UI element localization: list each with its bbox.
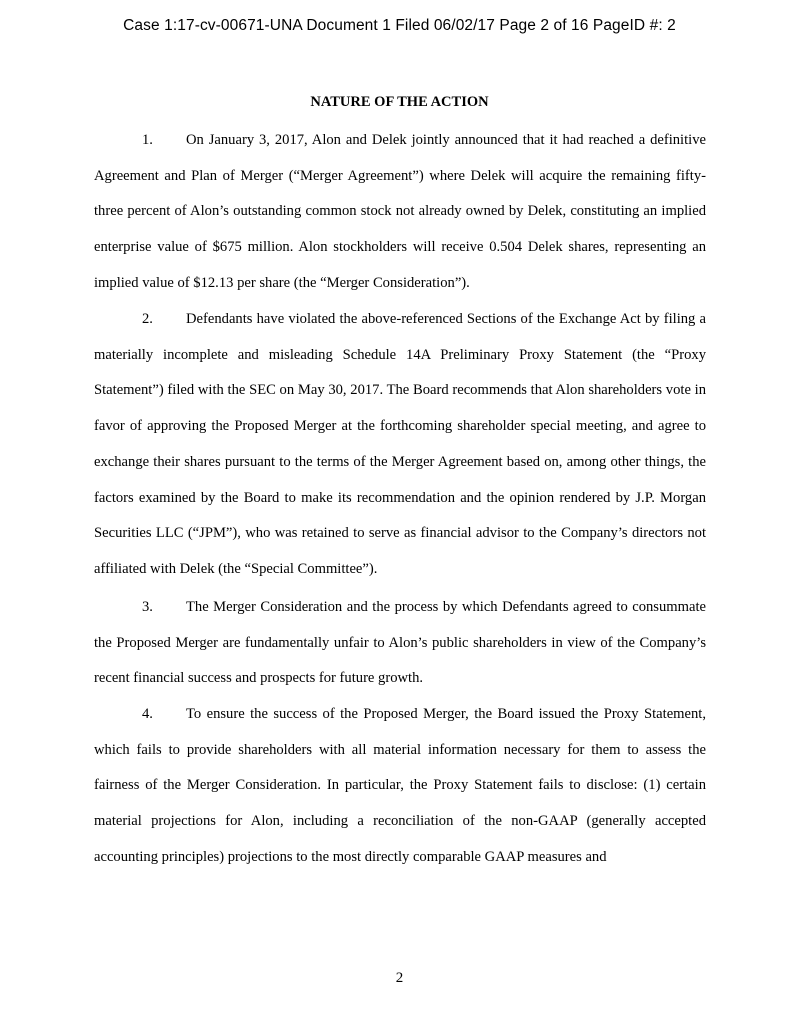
paragraph-2 xyxy=(94,302,706,588)
case-header: Case 1:17-cv-00671-UNA Document 1 Filed 06/02/17 Page 2 of 16 PageID #: 2 xyxy=(123,17,676,34)
paragraph-3 xyxy=(94,590,706,697)
paragraph-number: 1. xyxy=(142,132,153,148)
section-title: NATURE OF THE ACTION xyxy=(310,94,489,110)
paragraph-1 xyxy=(94,123,706,302)
page-number: 2 xyxy=(395,970,404,986)
paragraph-text: Defendants have violated the above-referenced Sections of the Exchange Act by filing a materially incomplete and misleading Schedule 14A Preliminary Proxy Statement (the “Proxy Statement”) filed with the SEC on May 30, 2017. The Board recommends that Alon shareholders vote in favor of approving the Proposed Merger at the forthcoming shareholder special meeting, and agree to exchange their shares pursuant to the terms of the Merger Agreement based on, among other things, the factors examined by the Board to make its recommendation and the opinion rendered by J.P. Morgan Securities LLC (“JPM”), who was retained to serve as financial advisor to the Company’s directors not affiliated with Delek (the “Special Committee”). xyxy=(94,311,706,577)
paragraph-text: On January 3, 2017, Alon and Delek jointly announced that it had reached a definitive Agreement and Plan of Merger (“Merger Agreement”) where Delek will acquire the remaining fifty-three percent of Alon’s outstanding common stock not already owned by Delek, constituting an implied enterprise value of $675 million. Alon stockholders will receive 0.504 Delek shares, representing an implied value of $12.13 per share (the “Merger Consideration”). xyxy=(94,132,706,291)
paragraph-number: 2. xyxy=(142,311,153,327)
paragraph-text: The Merger Consideration and the process by which Defendants agreed to consummate the Proposed Merger are fundamentally unfair to Alon’s public shareholders in view of the Company’s recent financial success and prospects for future growth. xyxy=(94,599,706,687)
paragraph-number: 3. xyxy=(142,599,153,615)
paragraph-number: 4. xyxy=(142,706,153,722)
paragraph-text: To ensure the success of the Proposed Merger, the Board issued the Proxy Statement, which fails to provide shareholders with all material information necessary for them to assess the fairness of the Merger Consideration. In particular, the Proxy Statement fails to disclose: (1) certain material projections for Alon, including a reconciliation of the non-GAAP (generally accepted accounting principles) projections to the most directly comparable GAAP measures and xyxy=(94,706,706,865)
paragraph-4 xyxy=(94,697,706,876)
